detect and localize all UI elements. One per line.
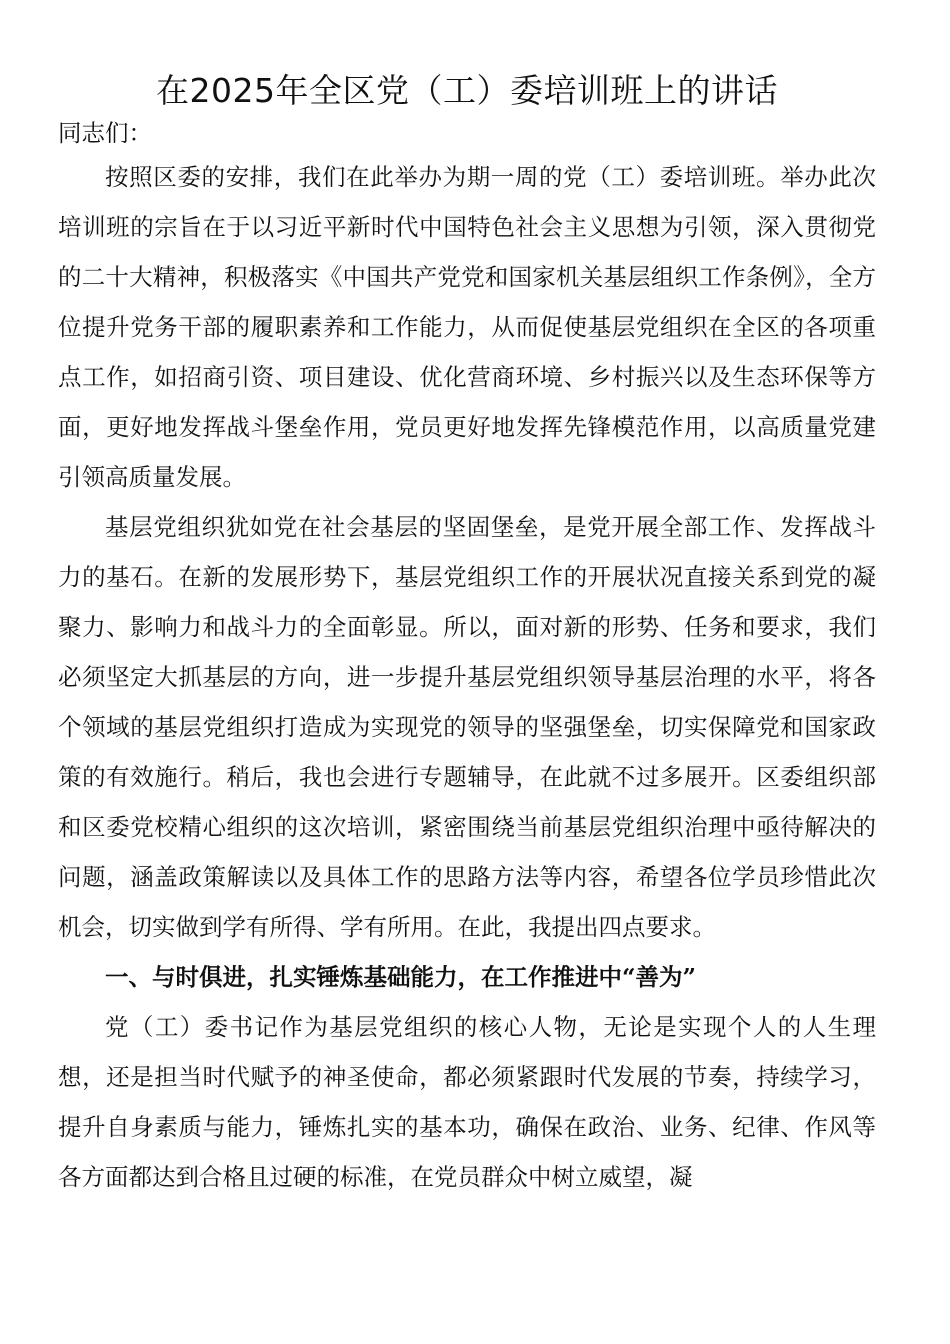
section-heading-1: 一、与时俱进，扎实锤炼基础能力，在工作推进中“善为” — [105, 963, 697, 991]
paragraph-2: 基层党组织犹如党在社会基层的坚固堡垒，是党开展全部工作、发挥战斗力的基石。在新的发展形势下，基层党组织工作的开展状况直接关系到党的凝聚力、影响力和战斗力的全面彰显。所以，面对新的形势、任务和要求，我们必须坚定大抓基层的方向，进一步提升基层党组织领导基层治理的水平，将各个领域的基层党组织打造成为实现党的领导的坚强堡垒，切实保障党和国家政策的有效施行。稍后，我也会进行专题辅导，在此就不过多展开。区委组织部和区委党校精心组织的这次培训，紧密围绕当前基层党组织治理中亟待解决的问题，涵盖政策解读以及具体工作的思路方法等内容，希望各位学员珍惜此次机会，切实做到学有所得、学有所用。在此，我提出四点要求。 — [58, 513, 876, 941]
salutation: 同志们： — [58, 119, 152, 147]
document-title: 在2025年全区党（工）委培训班上的讲话 — [156, 71, 778, 110]
paragraph-1: 按照区委的安排，我们在此举办为期一周的党（工）委培训班。举办此次培训班的宗旨在于以习近平新时代中国特色社会主义思想为引领，深入贯彻党的二十大精神，积极落实《中国共产党党和国家机关基层组织工作条例》，全方位提升党务干部的履职素养和工作能力，从而促使基层党组织在全区的各项重点工作，如招商引资、项目建设、优化营商环境、乡村振兴以及生态环保等方面，更好地发挥战斗堡垒作用，党员更好地发挥先锋模范作用，以高质量党建引领高质量发展。 — [58, 163, 876, 491]
section-1-paragraph: 党（工）委书记作为基层党组织的核心人物，无论是实现个人的人生理想，还是担当时代赋予的神圣使命，都必须紧跟时代发展的节奏，持续学习，提升自身素质与能力，锤炼扎实的基本功，确保在政治、业务、纪律、作风等各方面都达到合格且过硬的标准，在党员群众中树立威望，凝 — [58, 1013, 876, 1191]
document-page — [58, 62, 876, 1202]
